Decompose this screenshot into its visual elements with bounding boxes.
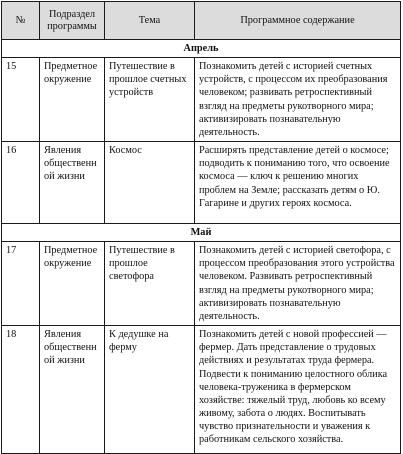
row-topic: Путешествие в прошлое счетных устройств (105, 58, 195, 142)
header-topic: Тема (105, 2, 195, 40)
month-label-april: Апрель (2, 40, 401, 58)
row-section: Предметное окружение (40, 242, 105, 326)
header-row (2, 2, 401, 40)
row-content: Познакомить детей с историей светофора, с процессом преобразования этого устройства человеком. Развивать ретроспективный взгляд на предметы рукотворного мира; активизировать познавательную деятельность. (195, 242, 401, 326)
table-row (2, 242, 401, 326)
header-number: № (2, 2, 40, 40)
header-content: Программное содержание (195, 2, 401, 40)
row-content: Познакомить детей с новой профессией — фермер. Дать представление о трудовых действиях и результатах труда фермера. Подвести к пониманию целостного облика человека-труженика в фермерском хозяйстве: тяжелый труд, любовь ко всему живому, забота о людях. Воспитывать чувство признательности и уважения к работникам сельского хозяйства. (195, 326, 401, 454)
month-row-may (2, 224, 401, 242)
row-topic: Путешествие в прошлое светофора (105, 242, 195, 326)
row-content: Познакомить детей с историей счетных устройств, с процессом их преобразования человеком; развивать ретроспективный взгляд на предметы рукотворного мира; активизировать познавательную деятельность. (195, 58, 401, 142)
row-number: 15 (2, 58, 40, 142)
row-topic: Космос (105, 142, 195, 224)
table-row (2, 142, 401, 224)
row-number: 18 (2, 326, 40, 454)
table-row (2, 326, 401, 454)
table-row (2, 58, 401, 142)
row-content: Расширять представление детей о космосе; подводить к пониманию того, что освоение космоса — ключ к решению многих проблем на Земле; рассказать детям о Ю. Гагарине и других героях космоса. (195, 142, 401, 224)
table-header (2, 2, 401, 40)
row-section: Явления общественной жизни (40, 142, 105, 224)
row-number: 16 (2, 142, 40, 224)
program-table (1, 1, 401, 454)
header-section: Подраздел программы (40, 2, 105, 40)
row-section: Явления общественной жизни (40, 326, 105, 454)
row-section: Предметное окружение (40, 58, 105, 142)
row-number: 17 (2, 242, 40, 326)
table-body (2, 40, 401, 454)
month-label-may: Май (2, 224, 401, 242)
month-row-april (2, 40, 401, 58)
row-topic: К дедушке на ферму (105, 326, 195, 454)
